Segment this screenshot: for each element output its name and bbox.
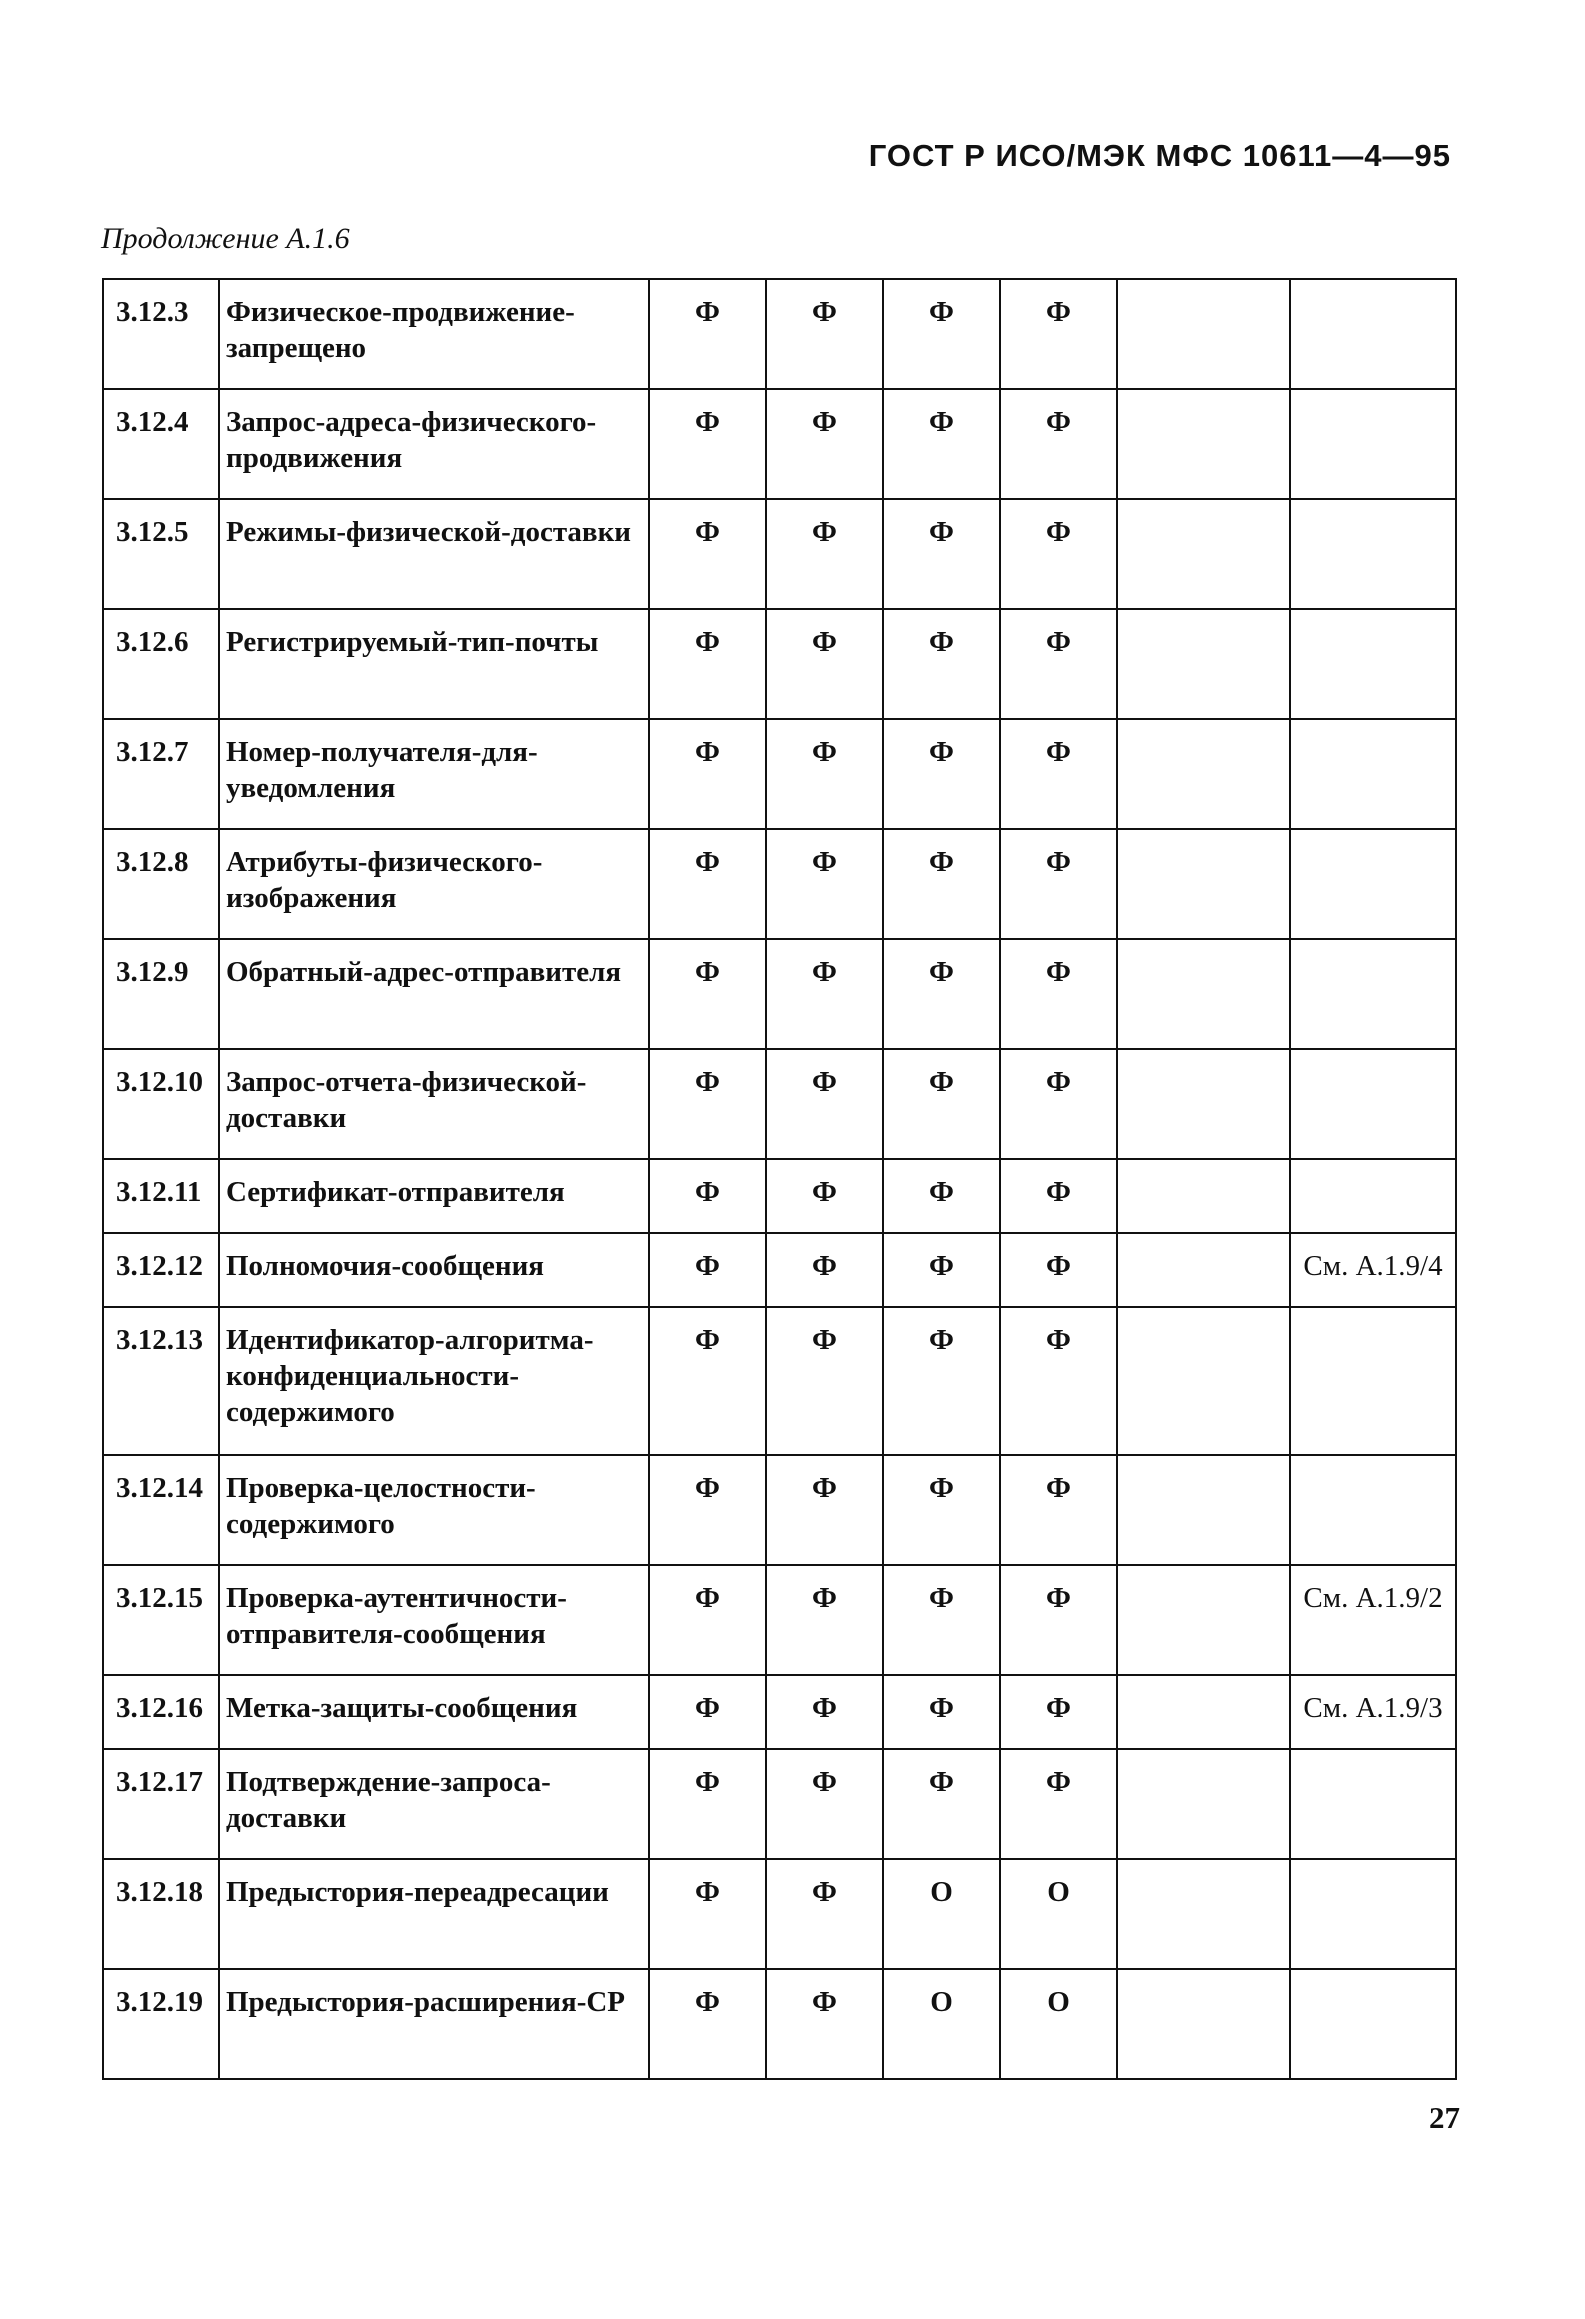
row-value-5 — [1117, 279, 1290, 389]
row-value-2: Ф — [766, 499, 883, 609]
row-value-5 — [1117, 1969, 1290, 2079]
row-value-4: Ф — [1000, 1049, 1117, 1159]
row-value-4: Ф — [1000, 1749, 1117, 1859]
row-value-2: Ф — [766, 389, 883, 499]
row-value-2: Ф — [766, 1675, 883, 1749]
row-value-2: Ф — [766, 1455, 883, 1565]
row-value-5 — [1117, 1859, 1290, 1969]
row-value-5 — [1117, 939, 1290, 1049]
table-row — [103, 1159, 1456, 1233]
row-note — [1290, 1859, 1456, 1969]
row-value-1: Ф — [649, 609, 766, 719]
row-value-1: Ф — [649, 1307, 766, 1455]
row-value-3: Ф — [883, 389, 1000, 499]
row-note: См. А.1.9/3 — [1290, 1675, 1456, 1749]
row-parameter-name: Регистрируемый-тип-почты — [219, 609, 649, 719]
row-note — [1290, 719, 1456, 829]
row-note: См. А.1.9/2 — [1290, 1565, 1456, 1675]
row-value-3: Ф — [883, 1159, 1000, 1233]
row-parameter-name: Запрос-адреса-физического-продвижения — [219, 389, 649, 499]
row-value-5 — [1117, 1049, 1290, 1159]
row-value-4: Ф — [1000, 499, 1117, 609]
row-number: 3.12.10 — [103, 1049, 219, 1159]
table-row — [103, 1675, 1456, 1749]
row-note — [1290, 279, 1456, 389]
row-value-1: Ф — [649, 1859, 766, 1969]
row-parameter-name: Режимы-физической-доставки — [219, 499, 649, 609]
table-row — [103, 1859, 1456, 1969]
row-value-4: Ф — [1000, 1565, 1117, 1675]
row-value-5 — [1117, 1307, 1290, 1455]
row-note — [1290, 939, 1456, 1049]
row-parameter-name: Предыстория-переадресации — [219, 1859, 649, 1969]
row-value-1: Ф — [649, 499, 766, 609]
row-value-1: Ф — [649, 1233, 766, 1307]
row-value-3: Ф — [883, 1049, 1000, 1159]
row-value-2: Ф — [766, 1049, 883, 1159]
row-value-1: Ф — [649, 1565, 766, 1675]
row-parameter-name: Метка-защиты-сообщения — [219, 1675, 649, 1749]
row-value-3: Ф — [883, 719, 1000, 829]
row-value-1: Ф — [649, 389, 766, 499]
row-value-1: Ф — [649, 719, 766, 829]
table-row — [103, 1233, 1456, 1307]
row-value-4: О — [1000, 1969, 1117, 2079]
table-row — [103, 389, 1456, 499]
row-value-3: Ф — [883, 1749, 1000, 1859]
row-value-4: Ф — [1000, 389, 1117, 499]
row-value-2: Ф — [766, 1565, 883, 1675]
row-note — [1290, 829, 1456, 939]
row-note — [1290, 1307, 1456, 1455]
row-value-3: Ф — [883, 1233, 1000, 1307]
row-number: 3.12.19 — [103, 1969, 219, 2079]
table-row — [103, 1565, 1456, 1675]
row-value-5 — [1117, 609, 1290, 719]
row-value-2: Ф — [766, 1159, 883, 1233]
row-value-5 — [1117, 829, 1290, 939]
row-value-4: Ф — [1000, 279, 1117, 389]
row-value-2: Ф — [766, 1233, 883, 1307]
row-value-2: Ф — [766, 1307, 883, 1455]
row-value-1: Ф — [649, 1159, 766, 1233]
row-parameter-name: Атрибуты-физического-изображения — [219, 829, 649, 939]
table-row — [103, 609, 1456, 719]
table-row — [103, 1455, 1456, 1565]
row-number: 3.12.5 — [103, 499, 219, 609]
row-number: 3.12.9 — [103, 939, 219, 1049]
row-note — [1290, 1749, 1456, 1859]
row-number: 3.12.14 — [103, 1455, 219, 1565]
table-row — [103, 829, 1456, 939]
row-number: 3.12.8 — [103, 829, 219, 939]
row-value-1: Ф — [649, 1049, 766, 1159]
row-value-4: Ф — [1000, 1307, 1117, 1455]
row-parameter-name: Проверка-целостности-содержимого — [219, 1455, 649, 1565]
row-value-2: Ф — [766, 1749, 883, 1859]
row-value-4: Ф — [1000, 1675, 1117, 1749]
row-value-1: Ф — [649, 1455, 766, 1565]
table-row — [103, 719, 1456, 829]
row-value-3: Ф — [883, 939, 1000, 1049]
row-value-5 — [1117, 1749, 1290, 1859]
row-parameter-name: Идентификатор-алгоритма-конфиденциальности-содержимого — [219, 1307, 649, 1455]
row-parameter-name: Проверка-аутентичности-отправителя-сообщения — [219, 1565, 649, 1675]
row-number: 3.12.3 — [103, 279, 219, 389]
row-value-3: Ф — [883, 499, 1000, 609]
row-number: 3.12.18 — [103, 1859, 219, 1969]
table-row — [103, 1969, 1456, 2079]
document-header: ГОСТ Р ИСО/МЭК МФС 10611—4—95 — [868, 138, 1451, 173]
row-value-3: Ф — [883, 1307, 1000, 1455]
row-number: 3.12.16 — [103, 1675, 219, 1749]
row-parameter-name: Подтверждение-запроса-доставки — [219, 1749, 649, 1859]
row-number: 3.12.15 — [103, 1565, 219, 1675]
row-parameter-name: Номер-получателя-для-уведомления — [219, 719, 649, 829]
row-parameter-name: Сертификат-отправителя — [219, 1159, 649, 1233]
table-row — [103, 499, 1456, 609]
row-value-4: Ф — [1000, 829, 1117, 939]
row-value-5 — [1117, 1159, 1290, 1233]
row-note — [1290, 1455, 1456, 1565]
row-value-5 — [1117, 1455, 1290, 1565]
row-parameter-name: Физическое-продвижение-запрещено — [219, 279, 649, 389]
table-row — [103, 279, 1456, 389]
table-row — [103, 1049, 1456, 1159]
row-value-5 — [1117, 389, 1290, 499]
row-parameter-name: Запрос-отчета-физической-доставки — [219, 1049, 649, 1159]
row-note — [1290, 499, 1456, 609]
row-value-5 — [1117, 1565, 1290, 1675]
row-value-3: Ф — [883, 1675, 1000, 1749]
row-note — [1290, 1049, 1456, 1159]
row-value-2: Ф — [766, 609, 883, 719]
row-note: См. А.1.9/4 — [1290, 1233, 1456, 1307]
row-number: 3.12.11 — [103, 1159, 219, 1233]
row-value-4: Ф — [1000, 1455, 1117, 1565]
row-value-3: Ф — [883, 1455, 1000, 1565]
table-continuation-caption: Продолжение А.1.6 — [101, 222, 350, 255]
row-value-2: Ф — [766, 1969, 883, 2079]
row-value-1: Ф — [649, 1969, 766, 2079]
row-number: 3.12.6 — [103, 609, 219, 719]
row-value-1: Ф — [649, 279, 766, 389]
row-value-1: Ф — [649, 939, 766, 1049]
requirements-table — [102, 278, 1457, 2080]
row-value-3: Ф — [883, 1565, 1000, 1675]
row-number: 3.12.17 — [103, 1749, 219, 1859]
row-number: 3.12.13 — [103, 1307, 219, 1455]
row-value-4: Ф — [1000, 1233, 1117, 1307]
row-note — [1290, 609, 1456, 719]
page-number: 27 — [1429, 2100, 1460, 2135]
row-value-4: Ф — [1000, 609, 1117, 719]
row-parameter-name: Полномочия-сообщения — [219, 1233, 649, 1307]
row-value-2: Ф — [766, 279, 883, 389]
table-row — [103, 1307, 1456, 1455]
row-value-3: Ф — [883, 609, 1000, 719]
row-value-5 — [1117, 719, 1290, 829]
row-value-5 — [1117, 1675, 1290, 1749]
row-parameter-name: Предыстория-расширения-СР — [219, 1969, 649, 2079]
table-row — [103, 939, 1456, 1049]
table-row — [103, 1749, 1456, 1859]
row-value-4: Ф — [1000, 939, 1117, 1049]
row-note — [1290, 1159, 1456, 1233]
row-value-3: Ф — [883, 279, 1000, 389]
row-value-5 — [1117, 1233, 1290, 1307]
row-value-5 — [1117, 499, 1290, 609]
row-parameter-name: Обратный-адрес-отправителя — [219, 939, 649, 1049]
row-number: 3.12.12 — [103, 1233, 219, 1307]
row-value-3: О — [883, 1969, 1000, 2079]
row-number: 3.12.7 — [103, 719, 219, 829]
row-value-2: Ф — [766, 829, 883, 939]
row-number: 3.12.4 — [103, 389, 219, 499]
row-value-3: Ф — [883, 829, 1000, 939]
row-note — [1290, 389, 1456, 499]
row-note — [1290, 1969, 1456, 2079]
row-value-2: Ф — [766, 939, 883, 1049]
row-value-4: Ф — [1000, 719, 1117, 829]
row-value-3: О — [883, 1859, 1000, 1969]
row-value-1: Ф — [649, 829, 766, 939]
row-value-1: Ф — [649, 1675, 766, 1749]
row-value-2: Ф — [766, 1859, 883, 1969]
row-value-1: Ф — [649, 1749, 766, 1859]
row-value-4: Ф — [1000, 1159, 1117, 1233]
row-value-2: Ф — [766, 719, 883, 829]
row-value-4: О — [1000, 1859, 1117, 1969]
